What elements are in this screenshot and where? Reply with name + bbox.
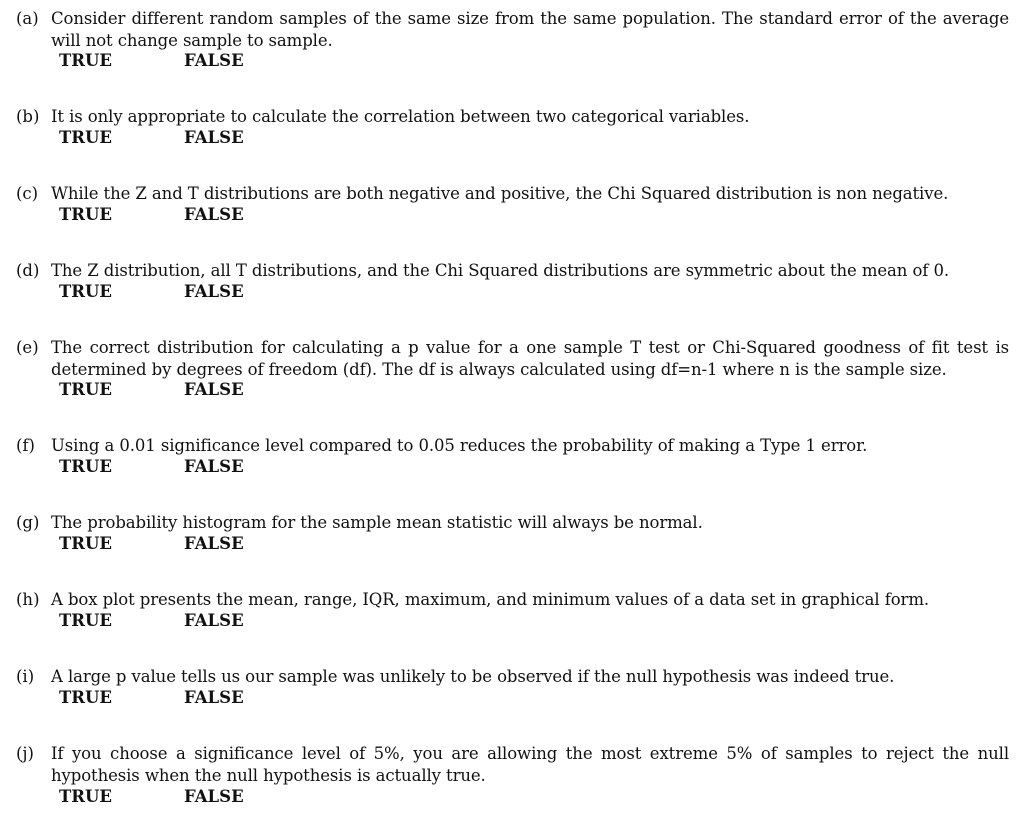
question-text: While the Z and T distributions are both negative and positive, the Chi Squared distribution is non negative. bbox=[51, 184, 949, 203]
true-option[interactable]: TRUE bbox=[59, 205, 112, 224]
true-option[interactable]: TRUE bbox=[59, 51, 112, 70]
true-option[interactable]: TRUE bbox=[59, 128, 112, 147]
question-label: (j) bbox=[16, 744, 34, 763]
false-option[interactable]: FALSE bbox=[184, 688, 244, 707]
false-option[interactable]: FALSE bbox=[184, 534, 244, 553]
question-text: The probability histogram for the sample mean statistic will always be normal. bbox=[51, 513, 703, 532]
question-label: (d) bbox=[16, 261, 40, 280]
false-option[interactable]: FALSE bbox=[184, 787, 244, 806]
question-label: (b) bbox=[16, 107, 40, 126]
question-text: The Z distribution, all T distributions, and the Chi Squared distributions are symmetric about the mean of 0. bbox=[51, 261, 949, 280]
question-text: It is only appropriate to calculate the correlation between two categorical variables. bbox=[51, 107, 750, 126]
question-label: (h) bbox=[16, 590, 40, 609]
true-option[interactable]: TRUE bbox=[59, 457, 112, 476]
true-option[interactable]: TRUE bbox=[59, 787, 112, 806]
question-label: (e) bbox=[16, 338, 39, 357]
question-label: (f) bbox=[16, 436, 35, 455]
true-option[interactable]: TRUE bbox=[59, 282, 112, 301]
question-text: Consider different random samples of the same size from the same population. The standard error of the average will not change sample to sample. bbox=[51, 9, 1009, 50]
false-option[interactable]: FALSE bbox=[184, 380, 244, 399]
question-text: A large p value tells us our sample was unlikely to be observed if the null hypothesis was indeed true. bbox=[51, 667, 895, 686]
question-text: A box plot presents the mean, range, IQR, maximum, and minimum values of a data set in graphical form. bbox=[51, 590, 930, 609]
question-label: (c) bbox=[16, 184, 39, 203]
false-option[interactable]: FALSE bbox=[184, 457, 244, 476]
false-option[interactable]: FALSE bbox=[184, 128, 244, 147]
true-option[interactable]: TRUE bbox=[59, 380, 112, 399]
false-option[interactable]: FALSE bbox=[184, 51, 244, 70]
question-label: (a) bbox=[16, 9, 39, 28]
true-option[interactable]: TRUE bbox=[59, 688, 112, 707]
false-option[interactable]: FALSE bbox=[184, 611, 244, 630]
question-text: The correct distribution for calculating a p value for a one sample T test or Chi-Squared goodness of fit test is determined by degrees of freedom (df). The df is always calculated using df=n-1 where n is the sample size. bbox=[51, 338, 1009, 379]
false-option[interactable]: FALSE bbox=[184, 282, 244, 301]
question-text: Using a 0.01 significance level compared to 0.05 reduces the probability of making a Type 1 error. bbox=[51, 436, 868, 455]
false-option[interactable]: FALSE bbox=[184, 205, 244, 224]
true-option[interactable]: TRUE bbox=[59, 611, 112, 630]
question-text: If you choose a significance level of 5%, you are allowing the most extreme 5% of samples to reject the null hypothesis when the null hypothesis is actually true. bbox=[51, 744, 1009, 785]
true-option[interactable]: TRUE bbox=[59, 534, 112, 553]
question-label: (g) bbox=[16, 513, 40, 532]
question-label: (i) bbox=[16, 667, 35, 686]
